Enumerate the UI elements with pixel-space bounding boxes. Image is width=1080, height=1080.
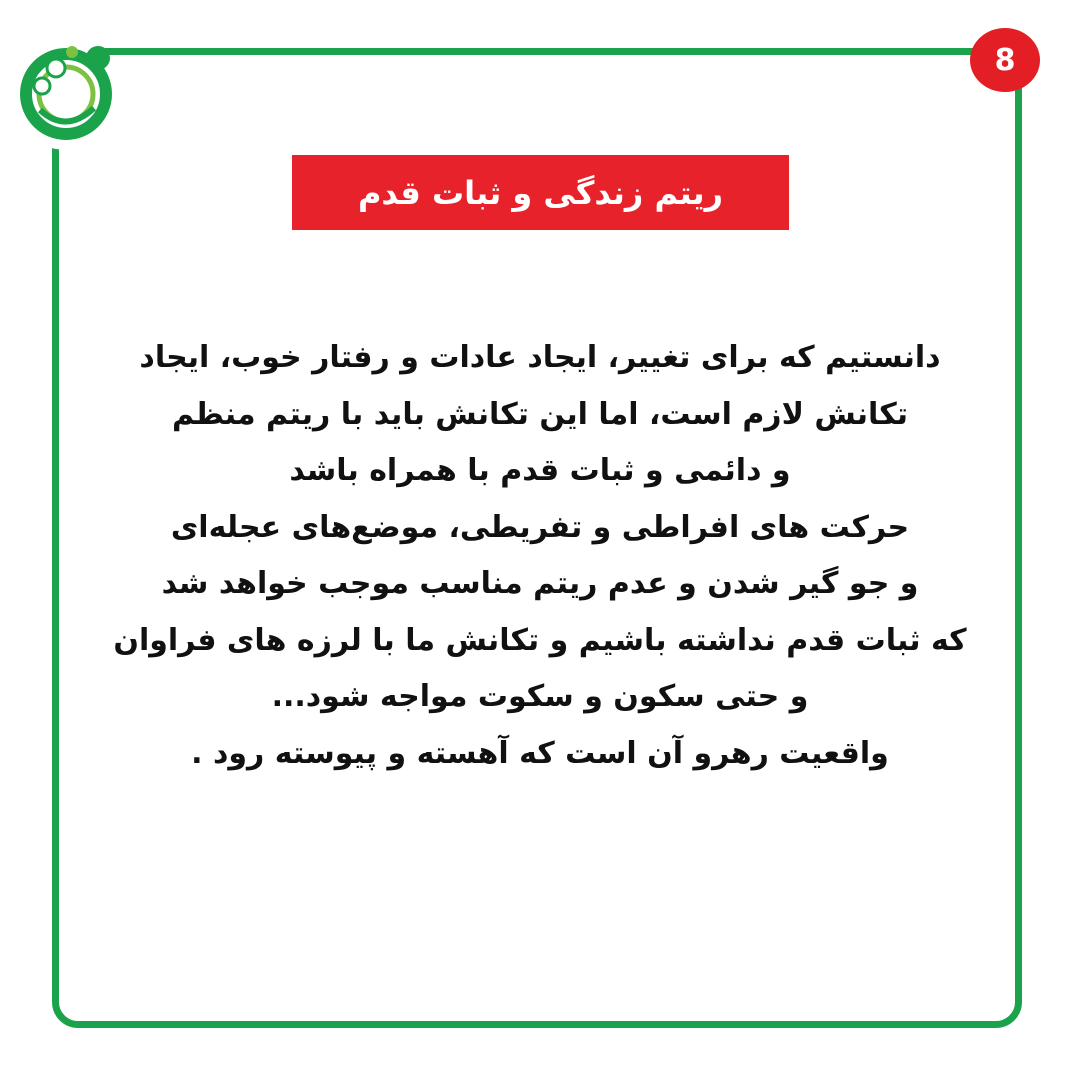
page-title: ریتم زندگی و ثبات قدم [357, 173, 724, 212]
body-line: که ثبات قدم نداشته باشیم و تکانش ما با لرزه های فراوان [113, 622, 967, 658]
title-banner [292, 155, 789, 230]
body-line: حرکت های افراطی و تفریطی، موضع‌های عجله‌ای [170, 509, 910, 545]
logo-graphic [10, 38, 122, 150]
body-line: دانستیم که برای تغییر، ایجاد عادات و رفتار خوب، ایجاد [139, 340, 941, 375]
body-line: و جو گیر شدن و عدم ریتم مناسب موجب خواهد شد [161, 566, 919, 601]
page-number-badge: 8 [970, 28, 1040, 92]
body-paragraph [66, 330, 1014, 782]
body-line: و حتی سکون و سکوت مواجه شود... [271, 679, 809, 714]
family-circle-logo-icon [10, 38, 122, 150]
body-line: واقعیت رهرو آن است که آهسته و پیوسته رود . [191, 735, 889, 771]
body-line: تکانش لازم است، اما این تکانش باید با ریتم منظم [171, 396, 909, 432]
body-line: و دائمی و ثبات قدم با همراه باشد [289, 453, 791, 488]
